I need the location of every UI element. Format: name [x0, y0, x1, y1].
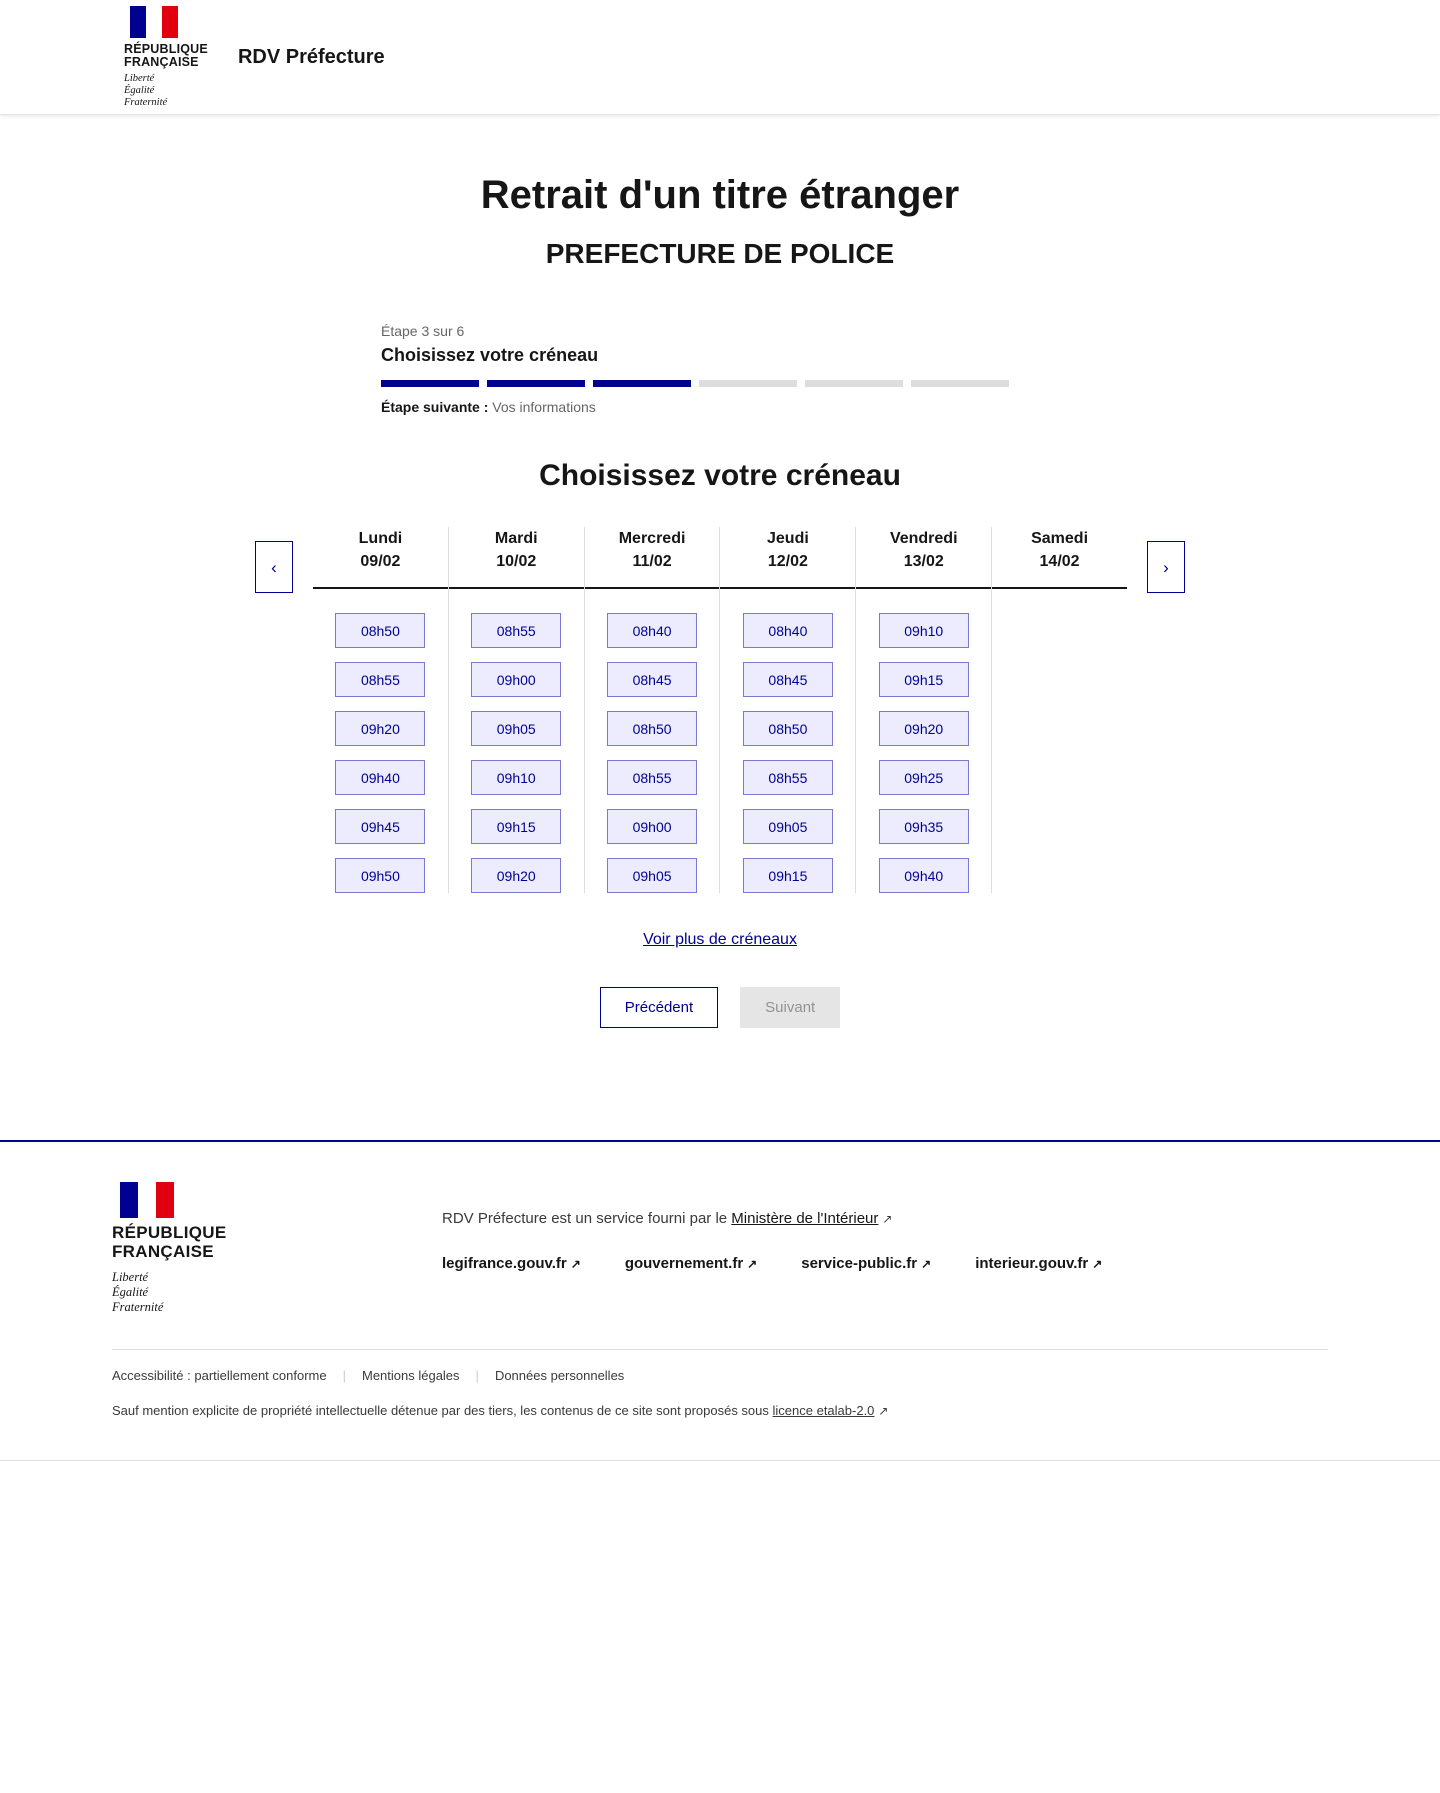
slot-button[interactable]: 09h50	[335, 858, 425, 893]
next-button[interactable]: Suivant	[740, 987, 840, 1028]
slot-button[interactable]: 08h50	[335, 613, 425, 648]
day-header	[720, 527, 855, 589]
day-name: Vendredi	[889, 530, 958, 547]
slot-button[interactable]: 08h50	[743, 711, 833, 746]
slot-button[interactable]: 09h35	[879, 809, 969, 844]
slot-button[interactable]: 09h40	[879, 858, 969, 893]
slot-button[interactable]: 09h20	[471, 858, 561, 893]
day-column-jeudi	[720, 527, 856, 893]
slot-button[interactable]: 09h05	[743, 809, 833, 844]
step-bar-6	[911, 380, 1009, 387]
etalab-license-link[interactable]: licence etalab-2.0	[772, 1403, 875, 1418]
french-flag-icon	[130, 6, 178, 38]
slot-list	[449, 613, 584, 893]
day-header	[449, 527, 584, 589]
day-name: Samedi	[1031, 530, 1089, 547]
slot-button[interactable]: 09h00	[471, 662, 561, 697]
day-name: Mercredi	[618, 530, 686, 547]
devise-egalite: Égalité	[124, 84, 155, 96]
footer-nav-link[interactable]: Données personnelles	[494, 1368, 625, 1383]
day-header	[856, 527, 991, 589]
slot-list	[720, 613, 855, 893]
devise-fraternite: Fraternité	[124, 96, 168, 108]
day-date: 09/02	[360, 553, 401, 570]
previous-week-button[interactable]	[255, 541, 293, 593]
slot-button[interactable]: 08h55	[743, 760, 833, 795]
next-step-label: Étape suivante :	[381, 399, 489, 415]
footer-links	[442, 1255, 1328, 1272]
slot-button[interactable]: 09h10	[879, 613, 969, 648]
slot-button[interactable]: 09h40	[335, 760, 425, 795]
site-footer	[0, 1140, 1440, 1460]
french-flag-icon	[120, 1182, 174, 1218]
slot-button[interactable]: 08h55	[607, 760, 697, 795]
stepper	[375, 323, 1065, 415]
external-link-icon: ↗	[878, 1404, 889, 1418]
day-header	[585, 527, 720, 589]
footer-link-item	[975, 1255, 1102, 1272]
form-actions	[0, 987, 1440, 1028]
footer-description	[442, 1210, 1328, 1227]
external-link-icon: ↗	[1092, 1257, 1103, 1271]
footer-nav-separator: |	[475, 1368, 479, 1383]
slot-button[interactable]: 09h05	[471, 711, 561, 746]
day-header	[992, 527, 1127, 589]
footer-link[interactable]: service-public.fr	[801, 1255, 918, 1272]
day-header	[313, 527, 448, 589]
next-step-info	[381, 399, 1065, 415]
devise-liberte: Liberté	[124, 72, 155, 84]
footer-link[interactable]: gouvernement.fr	[624, 1255, 744, 1272]
footer-link[interactable]: interieur.gouv.fr	[975, 1255, 1089, 1272]
day-column-samedi	[992, 527, 1127, 893]
external-link-icon: ↗	[747, 1257, 758, 1271]
day-column-mardi	[449, 527, 585, 893]
footer-devise	[112, 1270, 442, 1315]
rf-line-1: RÉPUBLIQUE	[124, 41, 208, 56]
external-link-icon: ↗	[570, 1257, 581, 1271]
page-subtitle: PREFECTURE DE POLICE	[545, 238, 895, 269]
day-column-vendredi	[856, 527, 992, 893]
step-title: Choisissez votre créneau	[381, 345, 599, 365]
slot-button[interactable]: 08h55	[335, 662, 425, 697]
day-date: 12/02	[767, 553, 808, 570]
slot-button[interactable]: 09h25	[879, 760, 969, 795]
slot-list	[856, 613, 991, 893]
chevron-left-icon: ‹	[271, 557, 277, 577]
footer-nav-separator: |	[342, 1368, 346, 1383]
footer-devise-liberte: Liberté	[112, 1270, 149, 1284]
slot-button[interactable]: 09h00	[607, 809, 697, 844]
slot-button[interactable]: 09h20	[879, 711, 969, 746]
day-date: 11/02	[632, 553, 672, 570]
footer-description-text: RDV Préfecture est un service fourni par le	[442, 1210, 732, 1227]
republique-francaise-logo	[124, 6, 208, 109]
footer-devise-egalite: Égalité	[112, 1285, 149, 1299]
step-bar-1	[381, 380, 479, 387]
footer-legal-text: Sauf mention explicite de propriété intellectuelle détenue par des tiers, les contenus de ce site sont proposés sous	[112, 1403, 773, 1418]
step-progress-bars	[381, 380, 1065, 387]
day-column-lundi	[313, 527, 449, 893]
slot-list	[585, 613, 720, 893]
footer-nav	[112, 1368, 1328, 1383]
more-slots-link[interactable]: Voir plus de créneaux	[643, 931, 797, 948]
day-date: 14/02	[1039, 553, 1080, 570]
footer-nav-link[interactable]: Mentions légales	[361, 1368, 460, 1383]
footer-rf-line-2: FRANÇAISE	[112, 1242, 214, 1261]
page-bottom-divider	[0, 1460, 1440, 1461]
footer-nav-link[interactable]: Accessibilité : partiellement conforme	[112, 1368, 327, 1383]
previous-button[interactable]: Précédent	[600, 987, 718, 1028]
chevron-right-icon: ›	[1163, 557, 1169, 577]
day-name: Lundi	[358, 530, 403, 547]
footer-link-item	[801, 1255, 931, 1272]
day-column-mercredi	[585, 527, 721, 893]
devise	[124, 73, 167, 109]
slot-button[interactable]: 09h45	[335, 809, 425, 844]
footer-link-item	[625, 1255, 757, 1272]
day-columns	[313, 527, 1127, 893]
slot-button[interactable]: 09h15	[471, 809, 561, 844]
slots-heading: Choisissez votre créneau	[539, 459, 901, 492]
day-date: 10/02	[496, 553, 537, 570]
slot-button[interactable]: 09h20	[335, 711, 425, 746]
site-title[interactable]: RDV Préfecture	[237, 45, 385, 68]
slot-button[interactable]: 08h40	[743, 613, 833, 648]
footer-legal	[112, 1403, 1328, 1418]
step-bar-3	[593, 380, 691, 387]
step-bar-2	[487, 380, 585, 387]
external-link-icon: ↗	[921, 1257, 932, 1271]
slot-button[interactable]: 08h45	[607, 662, 697, 697]
ministry-link[interactable]: Ministère de l'Intérieur	[731, 1210, 879, 1227]
site-header	[0, 0, 1440, 115]
step-bar-5	[805, 380, 903, 387]
footer-logo	[112, 1182, 442, 1315]
footer-devise-fraternite: Fraternité	[112, 1300, 164, 1314]
slot-button[interactable]: 09h15	[743, 858, 833, 893]
main-content	[0, 115, 1440, 1028]
step-bar-4	[699, 380, 797, 387]
slot-button[interactable]: 08h40	[607, 613, 697, 648]
external-link-icon: ↗	[882, 1212, 893, 1226]
footer-rf-line-1: RÉPUBLIQUE	[112, 1223, 227, 1242]
day-name: Jeudi	[767, 530, 809, 547]
day-date: 13/02	[903, 553, 944, 570]
next-week-button[interactable]	[1147, 541, 1185, 593]
slot-button[interactable]: 09h15	[879, 662, 969, 697]
rf-line-2: FRANÇAISE	[124, 54, 199, 69]
slot-button[interactable]: 09h05	[607, 858, 697, 893]
page-title: Retrait d'un titre étranger	[480, 173, 960, 217]
slot-calendar	[255, 527, 1185, 893]
footer-link-item	[442, 1255, 581, 1272]
slot-button[interactable]: 09h10	[471, 760, 561, 795]
slot-button[interactable]: 08h55	[471, 613, 561, 648]
day-name: Mardi	[494, 530, 538, 547]
step-counter: Étape 3 sur 6	[381, 323, 465, 339]
slot-button[interactable]: 08h50	[607, 711, 697, 746]
slot-list	[313, 613, 448, 893]
slot-button[interactable]: 08h45	[743, 662, 833, 697]
footer-link[interactable]: legifrance.gouv.fr	[442, 1255, 567, 1272]
next-step-value: Vos informations	[492, 399, 596, 415]
